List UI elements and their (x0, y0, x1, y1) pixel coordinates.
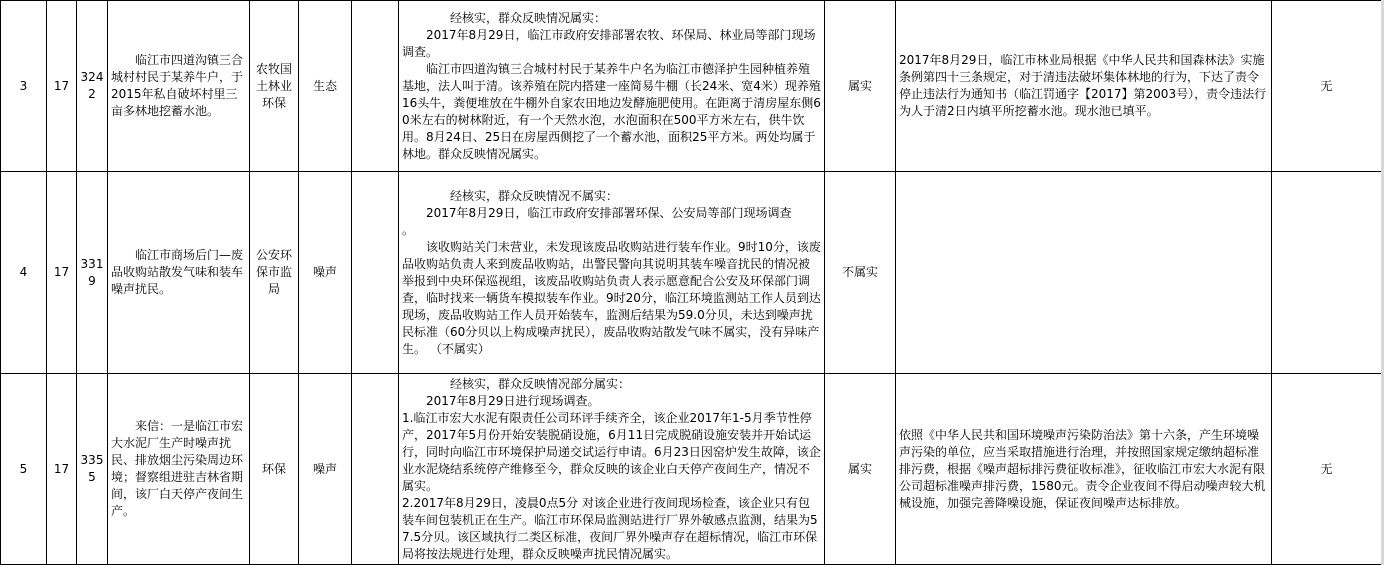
cell-depts[interactable]: 农牧国土林业环保 (250, 1, 299, 172)
cell-verify[interactable] (399, 1, 825, 172)
verify-paragraph: 该收购站关门未营业，未发现该废品收购站进行装车作业。9时10分，该废品收购站负责人来到废品收购站，出警民警向其说明其装车噪音扰民的情况被举报到中央环保巡视组，该废品收购站负责人表示愿意配合公安及环保部门调查，临时找来一辆货车模拟装车作业。9时20分，临江环境监测站工作人员到达现场，废品收购站工作人员开始装车，监测后结果为59.0分贝，未达到噪声扰民标准（60分贝以上构成噪声扰民），废品收购站散发气味不属实，没有异味产生。 （不属实） (402, 239, 821, 356)
verify-paragraph: 临江市四道沟镇三合城村村民于某养牛户名为临江市德泽护生园种植养殖基地，法人叫于清。该养殖在院内搭建一座简易牛棚（长24米、宽4米）现养殖16头牛，粪便堆放在牛棚外自家农田地边发酵施肥使用。在距离于清房屋东侧60米左右的树林附近，有一个天然水泡，水泡面积在500平方米左右，供牛饮用。8月24日、25日在房屋西侧挖了一个蓄水池，面积25平方米。两处均属于林地。群众反映情况属实。 (402, 61, 821, 161)
verify-paragraph: 。 (402, 222, 415, 237)
cell-accountability[interactable]: 无 (1272, 1, 1382, 172)
cell-category[interactable]: 噪声 (299, 172, 352, 374)
cell-case-id[interactable]: 3242 (77, 1, 108, 172)
verify-paragraph: 1.临江市宏大水泥有限责任公司环评手续齐全，该企业2017年1-5月季节性停产，2017年5月份开始安装脱硝设施，6月11日完成脱硝设施安装并开始试运行，同时向临江市环境保护局递交试运行申请。6月23日因窑炉发生故障，该企业水泥烧结系统停产维修至今，群众反映的该企业白天停产夜间生产，情况不属实。 (402, 410, 821, 493)
cell-handling[interactable]: 依照《中华人民共和国环境噪声污染防治法》第十六条，产生环境噪声污染的单位，应当采取措施进行治理，并按照国家规定缴纳超标准排污费，根据《噪声超标排污费征收标准》，征收临江市宏大水泥有限公司超标准噪声排污费，1580元。责令企业夜间不得启动噪声较大机械设施，加强完善降噪设施，保证夜间噪声达标排放。 (896, 374, 1272, 565)
verify-heading: 经核实，群众反映情况部分属实： (450, 376, 631, 391)
cell-result[interactable]: 属实 (825, 1, 896, 172)
cell-content[interactable]: 临江市商场后门—废品收购站散发气味和装车噪声扰民。 (108, 172, 250, 374)
table-row[interactable] (1, 374, 1382, 565)
verify-paragraph: 2017年8月29日，临江市政府安排部署农牧、环保局、林业局等部门现场调查。 (402, 27, 816, 59)
cell-batch[interactable]: 17 (47, 172, 77, 374)
cell-result[interactable]: 属实 (825, 374, 896, 565)
cell-case-id[interactable]: 3355 (77, 374, 108, 565)
cell-verify[interactable] (399, 374, 825, 565)
cell-verify[interactable] (399, 172, 825, 374)
cell-depts[interactable]: 公安环保市监局 (250, 172, 299, 374)
cell-no[interactable]: 3 (1, 1, 47, 172)
cell-handling[interactable]: 2017年8月29日，临江市林业局根据《中华人民共和国森林法》实施条例第四十三条规定，对于清违法破坏集体林地的行为，下达了责令停止违法行为通知书（临江罚通字【2017】第2003号），责令违法行为人于清2日内填平所挖蓄水池。现水池已填平。 (896, 1, 1272, 172)
cell-depts[interactable]: 环保 (250, 374, 299, 565)
cell-no[interactable]: 4 (1, 172, 47, 374)
cell-content[interactable]: 临江市四道沟镇三合城村村民于某养牛户，于2015年私自破坏村里三亩多林地挖蓄水池。 (108, 1, 250, 172)
cell-handling[interactable] (896, 172, 1272, 374)
cell-category[interactable]: 噪声 (299, 374, 352, 565)
verify-heading: 经核实，群众反映情况属实： (450, 10, 607, 25)
cell-result[interactable]: 不属实 (825, 172, 896, 374)
cell-empty[interactable] (352, 374, 399, 565)
verify-paragraph: 2017年8月29日进行现场调查。 (426, 393, 600, 408)
table-row[interactable] (1, 1, 1382, 172)
verify-paragraph: 2.2017年8月29日，凌晨0点5分 对该企业进行夜间现场检查，该企业只有包装车间包装机正在生产。临江市环保局监测站进行厂界外敏感点监测，结果为57.5分贝。该区域执行二类区标准，夜间厂界外噪声存在超标情况，临江市环保局将按法规进行处理，群众反映噪声扰民情况属实。 (402, 495, 818, 561)
cell-case-id[interactable]: 3319 (77, 172, 108, 374)
table-row[interactable] (1, 172, 1382, 374)
cell-batch[interactable]: 17 (47, 1, 77, 172)
cell-accountability[interactable]: 无 (1272, 374, 1382, 565)
cell-empty[interactable] (352, 1, 399, 172)
verify-heading: 经核实，群众反映情况不属实： (450, 188, 619, 203)
verify-paragraph: 2017年8月29日，临江市政府安排部署环保、公安局等部门现场调查 (426, 205, 792, 220)
cell-content[interactable]: 来信：一是临江市宏大水泥厂生产时噪声扰民、排放烟尘污染周边环境；督察组进驻吉林省期间，该厂白天停产夜间生产。 (108, 374, 250, 565)
cell-no[interactable]: 5 (1, 374, 47, 565)
cell-empty[interactable] (352, 172, 399, 374)
cell-accountability[interactable] (1272, 172, 1382, 374)
cell-batch[interactable]: 17 (47, 374, 77, 565)
cell-category[interactable]: 生态 (299, 1, 352, 172)
